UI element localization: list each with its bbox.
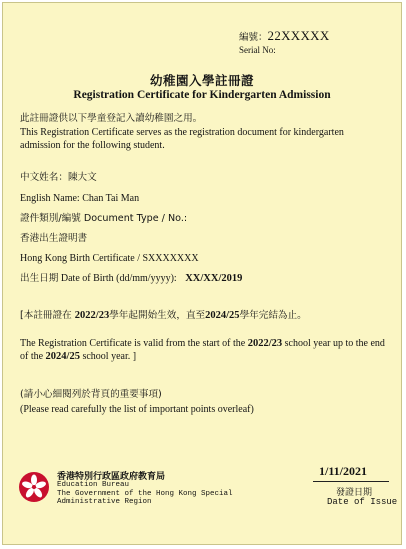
issue-date-value: 1/11/2021 xyxy=(319,464,368,478)
intro-text-en: This Registration Certificate serves as the registration document for kindergarten admission for the following student. xyxy=(20,127,344,151)
chinese-name-label: 中文姓名： xyxy=(20,172,68,183)
english-name-value: Chan Tai Man xyxy=(82,193,140,204)
issuer-name-en xyxy=(57,481,297,507)
intro-text-zh: 此註冊證供以下學童登記入讀幼稚園之用。 xyxy=(20,113,203,124)
issuer-name-zh: 香港特別行政區政府教育局 xyxy=(57,472,166,482)
document-type-zh: 香港出生證明書 xyxy=(20,233,88,244)
validity-text-en: The Registration Certificate is valid from the start of the 2022/23 school year up to the end of the 2024/25 school year. ] xyxy=(20,338,385,362)
certificate-title-en: Registration Certificate for Kindergarten Admission xyxy=(73,89,331,101)
validity-start-zh: 2022/23 xyxy=(74,310,110,321)
english-name-row xyxy=(20,193,386,206)
document-type-label: 證件類別/編號 Document Type / No.: xyxy=(20,213,188,224)
validity-start-en: 2022/23 xyxy=(247,338,283,349)
serial-label-en: Serial No: xyxy=(239,45,276,55)
english-name-label: English Name: xyxy=(20,193,80,204)
bauhinia-emblem-icon xyxy=(18,471,50,503)
dob-label-en: Date of Birth (dd/mm/yyyy): xyxy=(60,273,177,284)
chinese-name-row xyxy=(20,172,386,185)
chinese-name-value: 陳大文 xyxy=(67,172,97,183)
dob-value: XX/XX/2019 xyxy=(185,273,243,284)
issue-date-label-en: Date of Issue xyxy=(327,497,398,507)
serial-number-value: 22XXXXX xyxy=(267,28,330,43)
certificate-title-zh: 幼稚園入學註冊證 xyxy=(149,73,254,88)
dob-label-zh: 出生日期 xyxy=(20,273,59,284)
note-text-en: (Please read carefully the list of important points overleaf) xyxy=(20,404,254,415)
note-text-zh: (請小心細閱列於背頁的重要事項) xyxy=(20,389,162,400)
issue-date-label-zh: 發證日期 xyxy=(336,488,373,498)
serial-label-zh: 編號： xyxy=(239,32,268,43)
registration-certificate xyxy=(2,2,402,545)
date-of-birth-row xyxy=(20,273,386,286)
validity-end-en: 2024/25 xyxy=(45,351,80,362)
validity-end-zh: 2024/25 xyxy=(205,310,240,321)
issue-date-divider xyxy=(313,481,389,482)
issuer-bureau-en: Education Bureau xyxy=(57,481,130,489)
serial-number-block xyxy=(235,29,330,57)
validity-text-zh: [本註冊證在 2022/23學年起開始生效，直至2024/25學年完結為止。 xyxy=(20,310,307,321)
document-type-en: Hong Kong Birth Certificate / SXXXXXXX xyxy=(20,253,199,264)
issuer-government-en: The Government of the Hong Kong Special Administrative Region xyxy=(57,489,233,506)
